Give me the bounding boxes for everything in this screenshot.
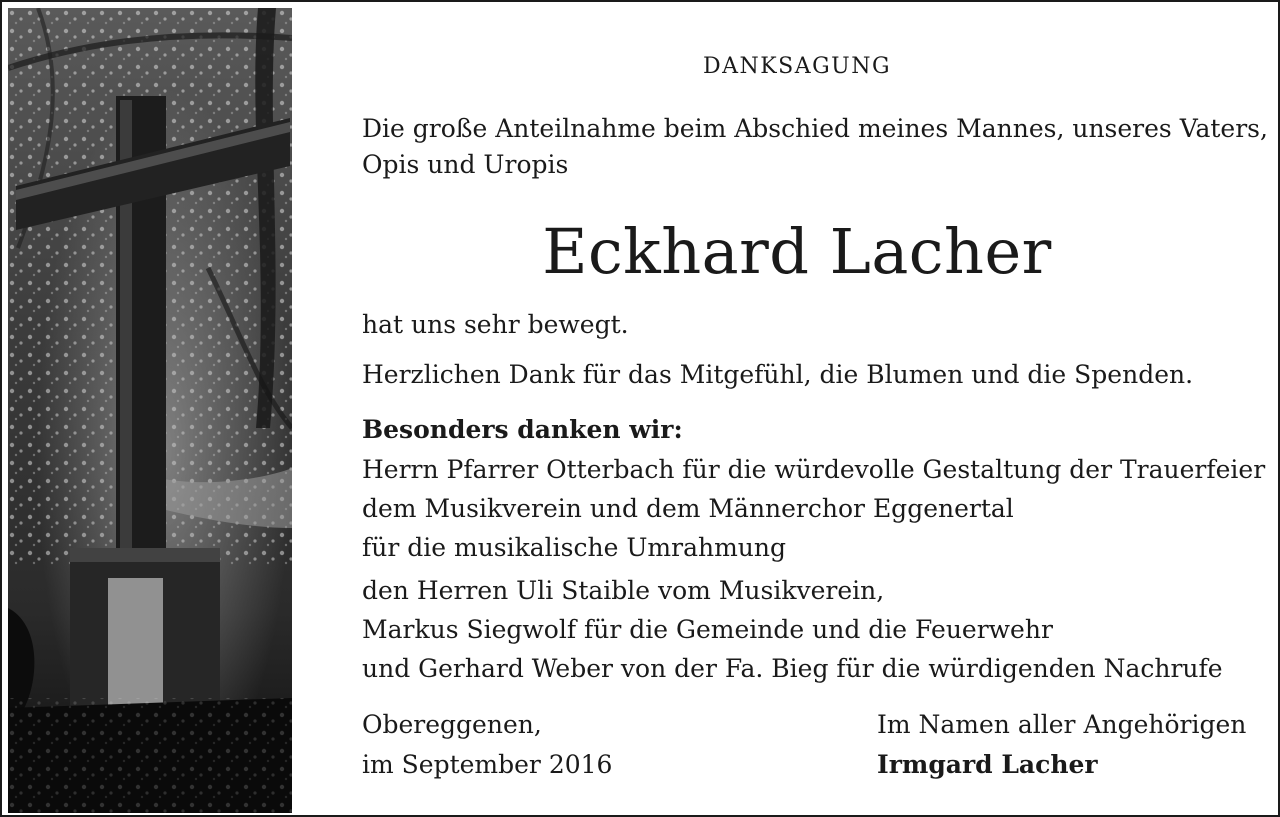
cross-photo xyxy=(8,8,292,813)
special-thanks-line: den Herren Uli Staible vom Musikverein, xyxy=(362,576,885,605)
signatory-name: Irmgard Lacher xyxy=(877,750,1098,779)
special-thanks-line: für die musikalische Umrahmung xyxy=(362,533,786,562)
special-thanks-line: dem Musikverein und dem Männerchor Eggenertal xyxy=(362,494,1014,523)
cross-in-forest-image xyxy=(8,8,292,813)
deceased-name: Eckhard Lacher xyxy=(542,215,1052,288)
intro-line-2: Opis und Uropis xyxy=(362,150,569,179)
intro-line-1: Die große Anteilnahme beim Abschied meines Mannes, unseres Vaters, xyxy=(362,114,1268,143)
date: im September 2016 xyxy=(362,750,613,779)
special-thanks-line: und Gerhard Weber von der Fa. Bieg für die würdigenden Nachrufe xyxy=(362,654,1223,683)
thanks-line: Herzlichen Dank für das Mitgefühl, die Blumen und die Spenden. xyxy=(362,360,1194,389)
notice-text xyxy=(362,2,1268,815)
special-thanks-heading: Besonders danken wir: xyxy=(362,415,683,444)
notice-heading: DANKSAGUNG xyxy=(702,54,892,79)
place: Obereggenen, xyxy=(362,710,542,739)
moved-line: hat uns sehr bewegt. xyxy=(362,310,629,339)
on-behalf-line: Im Namen aller Angehörigen xyxy=(877,710,1247,739)
special-thanks-line: Markus Siegwolf für die Gemeinde und die Feuerwehr xyxy=(362,615,1053,644)
special-thanks-line: Herrn Pfarrer Otterbach für die würdevolle Gestaltung der Trauerfeier xyxy=(362,455,1266,484)
